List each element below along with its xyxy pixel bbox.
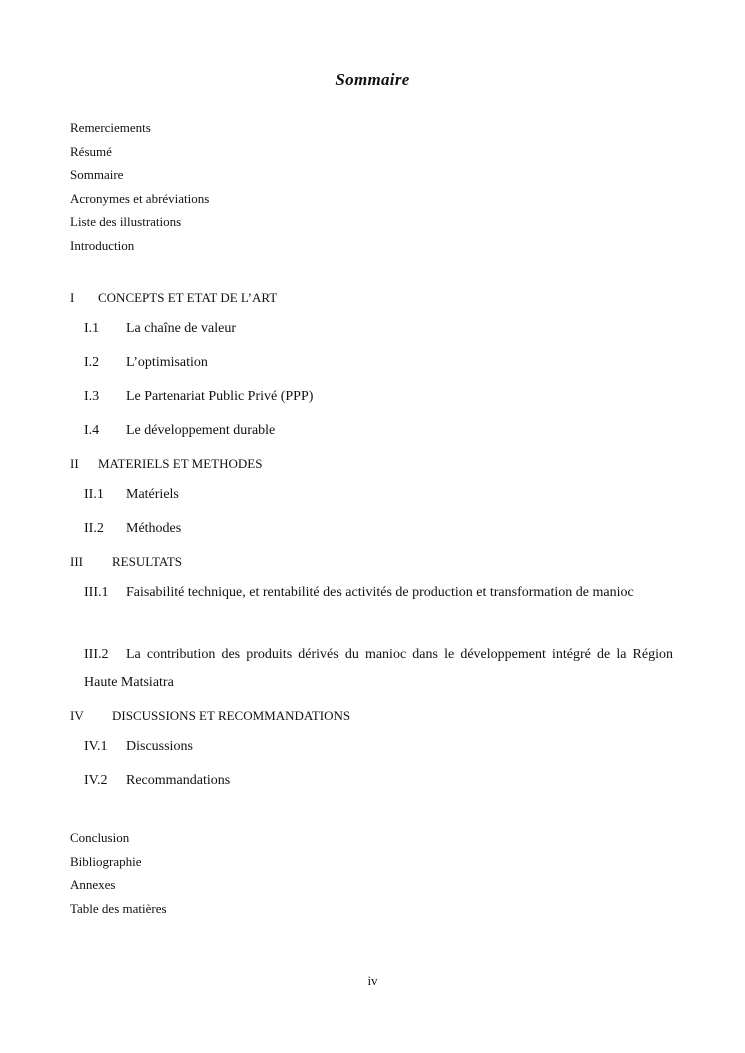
section-number: IV.2 <box>84 773 108 788</box>
section-label: Faisabilité technique, et rentabilité des activités de production et transformation de manioc <box>126 585 634 600</box>
section-label: L’optimisation <box>126 355 208 370</box>
toc-section-3-1[interactable] <box>84 579 673 607</box>
toc-entry-remerciements[interactable]: Remerciements <box>70 120 151 135</box>
chapter-label: DISCUSSIONS ET RECOMMANDATIONS <box>112 708 351 723</box>
toc-section-1-3[interactable] <box>84 383 673 411</box>
toc-chapter-1[interactable] <box>70 290 277 306</box>
chapter-number: I <box>70 290 75 305</box>
section-label: Discussions <box>126 739 193 754</box>
toc-entry-conclusion[interactable]: Conclusion <box>70 830 130 845</box>
toc-entry-annexes[interactable]: Annexes <box>70 877 116 892</box>
section-label: La chaîne de valeur <box>126 321 236 336</box>
toc-entry-liste-illustrations[interactable]: Liste des illustrations <box>70 214 182 229</box>
section-number: I.3 <box>84 389 100 404</box>
toc-chapter-3[interactable] <box>70 554 182 570</box>
toc-section-4-1[interactable] <box>84 733 673 761</box>
section-label: Recommandations <box>126 773 231 788</box>
section-number: I.4 <box>84 423 100 438</box>
section-label: Méthodes <box>126 521 182 536</box>
toc-chapter-2[interactable] <box>70 456 262 472</box>
chapter-number: IV <box>70 708 84 723</box>
section-number: I.2 <box>84 355 100 370</box>
section-label: Matériels <box>126 487 179 502</box>
page-title: Sommaire <box>335 70 410 89</box>
section-number: III.2 <box>84 647 109 662</box>
chapter-label: CONCEPTS ET ETAT DE L’ART <box>98 290 278 305</box>
toc-section-2-1[interactable] <box>84 481 673 509</box>
chapter-number: III <box>70 554 83 569</box>
section-label: La contribution des produits dérivés du manioc dans le développement intégré de la Région Haute Matsiatra <box>84 647 673 690</box>
toc-entry-bibliographie[interactable]: Bibliographie <box>70 854 142 869</box>
section-number: II.2 <box>84 521 104 536</box>
toc-section-4-2[interactable] <box>84 767 673 795</box>
toc-entry-acronymes[interactable]: Acronymes et abréviations <box>70 191 210 206</box>
section-label: Le développement durable <box>126 423 276 438</box>
page-number: iv <box>367 973 378 988</box>
toc-entry-sommaire[interactable]: Sommaire <box>70 167 124 182</box>
toc-section-1-1[interactable] <box>84 315 673 343</box>
section-label: Le Partenariat Public Privé (PPP) <box>126 389 314 404</box>
section-number: IV.1 <box>84 739 108 754</box>
toc-section-2-2[interactable] <box>84 515 673 543</box>
section-number: II.1 <box>84 487 104 502</box>
toc-section-1-2[interactable] <box>84 349 673 377</box>
toc-entry-table-des-matieres[interactable]: Table des matières <box>70 901 167 916</box>
chapter-label: MATERIELS ET METHODES <box>98 456 263 471</box>
chapter-label: RESULTATS <box>112 554 182 569</box>
section-number: I.1 <box>84 321 100 336</box>
toc-entry-introduction[interactable]: Introduction <box>70 238 135 253</box>
toc-entry-resume[interactable]: Résumé <box>70 144 112 159</box>
toc-chapter-4[interactable] <box>70 708 350 724</box>
toc-section-1-4[interactable] <box>84 417 673 445</box>
section-number: III.1 <box>84 585 109 600</box>
toc-section-3-2[interactable] <box>84 641 673 697</box>
chapter-number: II <box>70 456 79 471</box>
